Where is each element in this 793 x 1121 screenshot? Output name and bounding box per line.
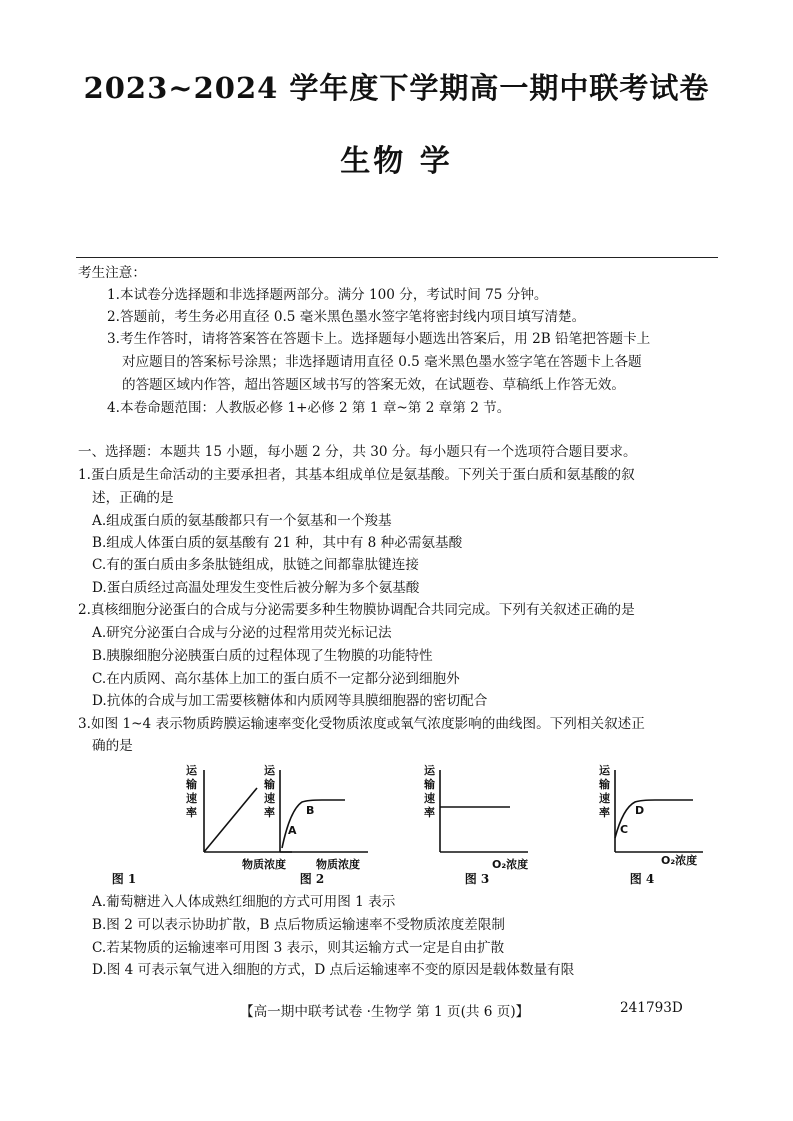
notice-item-4: 4.本卷命题范围：人教版必修 1+必修 2 第 1 章~第 2 章第 2 节。 [107, 400, 511, 416]
graph-2-point-a: A [288, 824, 297, 837]
graph-4-point-c: C [620, 823, 629, 836]
graph-2-caption: 图 2 [299, 872, 325, 886]
q1-option-c: C.有的蛋白质由多条肽链组成，肽链之间都靠肽键连接 [92, 557, 419, 573]
graph-4-ylabel-4: 率 [599, 806, 610, 819]
graph-2-ylabel-2: 输 [264, 778, 275, 791]
graph-1-ylabel-2: 输 [186, 778, 197, 791]
exam-subject: 生物 学 [340, 144, 453, 179]
q3-option-b: B.图 2 可以表示协助扩散，B 点后物质运输速率不受物质浓度差限制 [92, 917, 505, 933]
graph-3 [420, 760, 550, 885]
notice-item-3-cont-2: 的答题区域内作答，超出答题区域书写的答案无效，在试题卷、草稿纸上作答无效。 [122, 377, 625, 393]
graph-2-point-b: B [306, 804, 315, 817]
notice-item-3-cont-1: 对应题目的答案标号涂黑；非选择题请用直径 0.5 毫米黑色墨水签字笔在答题卡上各题 [122, 354, 642, 370]
notice-item-3: 3.考生作答时，请将答案答在答题卡上。选择题每小题选出答案后，用 2B 铅笔把答题卡上 [107, 331, 651, 347]
header-divider [76, 257, 718, 258]
graph-4-ylabel-2: 输 [599, 778, 610, 791]
graph-1-ylabel-4: 率 [186, 806, 197, 819]
q2-stem: 2.真核细胞分泌蛋白的合成与分泌需要多种生物膜协调配合共同完成。下列有关叙述正确的是 [78, 602, 635, 618]
q1-stem-cont: 述，正确的是 [92, 490, 174, 506]
graph-4-caption: 图 4 [629, 872, 655, 886]
graph-2-ylabel-4: 率 [264, 806, 275, 819]
q2-option-a: A.研究分泌蛋白合成与分泌的过程常用荧光标记法 [92, 625, 392, 641]
q2-option-b: B.胰腺细胞分泌胰蛋白质的过程体现了生物膜的功能特性 [92, 648, 433, 664]
q3-option-a: A.葡萄糖进入人体成熟红细胞的方式可用图 1 表示 [92, 894, 396, 910]
q1-option-d: D.蛋白质经过高温处理发生变性后被分解为多个氨基酸 [92, 580, 420, 596]
q1-option-b: B.组成人体蛋白质的氨基酸有 21 种，其中有 8 种必需氨基酸 [92, 535, 463, 551]
graph-2-xlabel: 物质浓度 [316, 858, 360, 871]
notice-heading: 考生注意： [78, 265, 146, 281]
page-footer: 【高一期中联考试卷 ·生物学 第 1 页(共 6 页)】 [240, 1004, 530, 1020]
q3-stem-cont: 确的是 [92, 738, 133, 754]
graph-1-caption: 图 1 [111, 872, 137, 886]
graph-2-svg [260, 760, 390, 885]
exam-title: 2023~2024 学年度下学期高一期中联考试卷 [83, 71, 710, 105]
graph-3-caption: 图 3 [464, 872, 490, 886]
q1-option-a: A.组成蛋白质的氨基酸都只有一个氨基和一个羧基 [92, 513, 392, 529]
graph-2 [260, 760, 390, 885]
graph-2-ylabel-1: 运 [264, 764, 275, 777]
graph-3-ylabel-1: 运 [424, 764, 435, 777]
graph-4-svg [595, 760, 725, 885]
graph-4-point-d: D [635, 804, 645, 817]
notice-item-1: 1.本试卷分选择题和非选择题两部分。满分 100 分，考试时间 75 分钟。 [107, 287, 548, 303]
section-heading: 一、选择题：本题共 15 小题，每小题 2 分，共 30 分。每小题只有一个选项符合题目要求。 [78, 444, 637, 460]
paper-code: 241793D [620, 1000, 683, 1016]
q1-stem: 1.蛋白质是生命活动的主要承担者，其基本组成单位是氨基酸。下列关于蛋白质和氨基酸的叙 [78, 467, 635, 483]
q2-option-c: C.在内质网、高尔基体上加工的蛋白质不一定都分泌到细胞外 [92, 671, 460, 687]
graph-4-xlabel: O₂浓度 [661, 854, 698, 867]
q3-stem: 3.如图 1~4 表示物质跨膜运输速率变化受物质浓度或氧气浓度影响的曲线图。下列相关叙述正 [78, 716, 645, 732]
q2-option-d: D.抗体的合成与加工需要核糖体和内质网等具膜细胞器的密切配合 [92, 693, 488, 709]
graph-4-ylabel-3: 速 [599, 792, 610, 805]
graph-4 [595, 760, 725, 885]
graph-1-curve [204, 788, 257, 852]
graph-4-ylabel-1: 运 [599, 764, 610, 777]
graph-1-ylabel-1: 运 [186, 764, 197, 777]
graph-3-ylabel-2: 输 [424, 778, 435, 791]
graph-3-xlabel: O₂浓度 [492, 858, 529, 871]
graph-1-xlabel: 物质浓度 [242, 858, 286, 871]
graph-3-ylabel-3: 速 [424, 792, 435, 805]
graph-3-ylabel-4: 率 [424, 806, 435, 819]
q3-option-d: D.图 4 可表示氧气进入细胞的方式，D 点后运输速率不变的原因是载体数量有限 [92, 962, 575, 978]
graph-2-ylabel-3: 速 [264, 792, 275, 805]
q3-option-c: C.若某物质的运输速率可用图 3 表示，则其运输方式一定是自由扩散 [92, 940, 505, 956]
graph-3-svg [420, 760, 550, 885]
graph-1-ylabel-3: 速 [186, 792, 197, 805]
notice-item-2: 2.答题前，考生务必用直径 0.5 毫米黑色墨水签字笔将密封线内项目填写清楚。 [107, 309, 586, 325]
